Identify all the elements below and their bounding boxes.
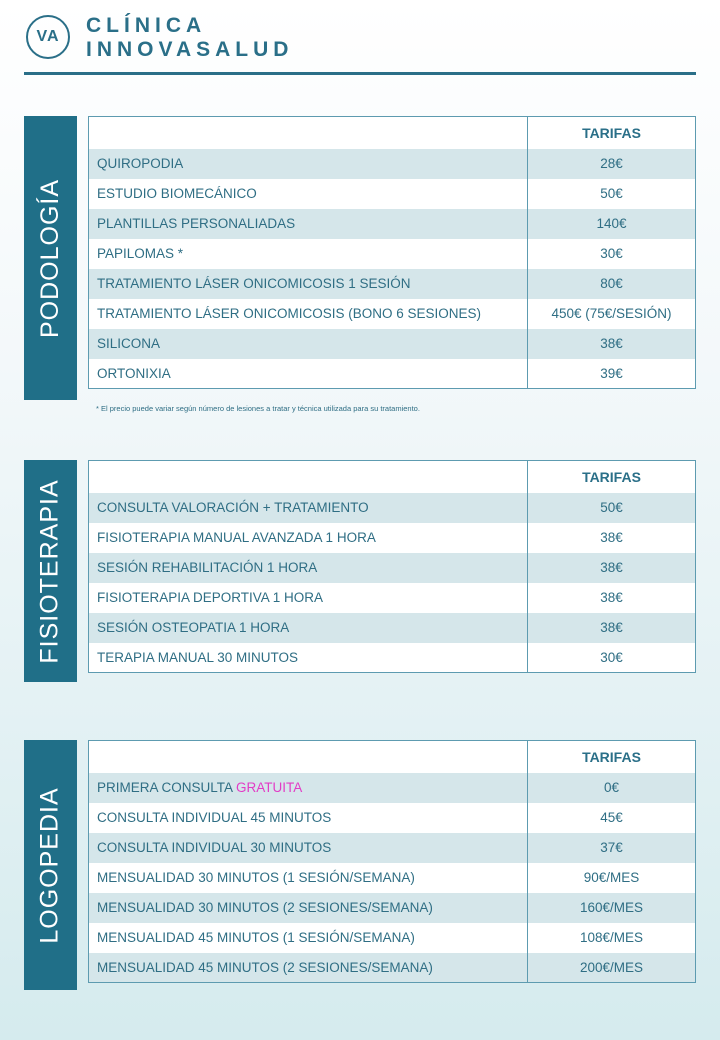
service-header-cell [89, 117, 528, 149]
free-label: GRATUITA [236, 780, 303, 795]
service-name: TERAPIA MANUAL 30 MINUTOS [89, 643, 528, 673]
clinic-logo-icon [26, 15, 70, 59]
table-row [89, 583, 696, 613]
table-row [89, 523, 696, 553]
section-title-tab [24, 116, 77, 400]
service-name: MENSUALIDAD 30 MINUTOS (1 SESIÓN/SEMANA) [89, 863, 528, 893]
table-row [89, 179, 696, 209]
section-logopedia [24, 740, 696, 992]
table-row [89, 269, 696, 299]
service-price: 108€/MES [528, 923, 696, 953]
service-name: PLANTILLAS PERSONALIADAS [89, 209, 528, 239]
service-name: MENSUALIDAD 45 MINUTOS (2 SESIONES/SEMANA) [89, 953, 528, 983]
service-price: 38€ [528, 613, 696, 643]
table-row [89, 553, 696, 583]
service-header-cell [89, 461, 528, 493]
service-price: 37€ [528, 833, 696, 863]
service-price: 39€ [528, 359, 696, 389]
table-row [89, 953, 696, 983]
service-price: 160€/MES [528, 893, 696, 923]
service-name: ESTUDIO BIOMECÁNICO [89, 179, 528, 209]
table-header-row [89, 117, 696, 149]
table-row [89, 209, 696, 239]
service-price: 30€ [528, 239, 696, 269]
service-name: QUIROPODIA [89, 149, 528, 179]
table-row [89, 613, 696, 643]
section-podologia [24, 116, 696, 406]
service-name-text: PRIMERA CONSULTA [97, 780, 237, 795]
service-price: 90€/MES [528, 863, 696, 893]
table-row [89, 299, 696, 329]
table-row [89, 893, 696, 923]
service-name: SILICONA [89, 329, 528, 359]
service-name: SESIÓN REHABILITACIÓN 1 HORA [89, 553, 528, 583]
table-row [89, 803, 696, 833]
service-name [89, 773, 528, 803]
service-price: 80€ [528, 269, 696, 299]
service-header-cell [89, 741, 528, 773]
table-row [89, 773, 696, 803]
section-fisioterapia [24, 460, 696, 684]
service-name: TRATAMIENTO LÁSER ONICOMICOSIS 1 SESIÓN [89, 269, 528, 299]
service-name: CONSULTA VALORACIÓN + TRATAMIENTO [89, 493, 528, 523]
service-name: SESIÓN OSTEOPATIA 1 HORA [89, 613, 528, 643]
service-price: 38€ [528, 329, 696, 359]
service-name: FISIOTERAPIA MANUAL AVANZADA 1 HORA [89, 523, 528, 553]
service-price: 450€ (75€/SESIÓN) [528, 299, 696, 329]
section-title: LOGOPEDIA [36, 786, 65, 944]
service-price: 50€ [528, 179, 696, 209]
service-price: 200€/MES [528, 953, 696, 983]
section-title-tab [24, 740, 77, 990]
service-name: PAPILOMAS * [89, 239, 528, 269]
service-name: MENSUALIDAD 30 MINUTOS (2 SESIONES/SEMANA) [89, 893, 528, 923]
service-price: 28€ [528, 149, 696, 179]
service-name: CONSULTA INDIVIDUAL 45 MINUTOS [89, 803, 528, 833]
service-price: 45€ [528, 803, 696, 833]
price-table-fisioterapia [88, 460, 696, 673]
header [0, 0, 720, 80]
clinic-name-line2: INNOVASALUD [86, 38, 294, 61]
table-row [89, 359, 696, 389]
table-row [89, 833, 696, 863]
price-header: TARIFAS [528, 461, 696, 493]
section-title: FISIOTERAPIA [36, 478, 65, 664]
service-price: 140€ [528, 209, 696, 239]
logo-mark: VA [36, 28, 60, 45]
service-price: 38€ [528, 523, 696, 553]
service-name: ORTONIXIA [89, 359, 528, 389]
service-name: TRATAMIENTO LÁSER ONICOMICOSIS (BONO 6 SESIONES) [89, 299, 528, 329]
service-price: 50€ [528, 493, 696, 523]
service-price: 30€ [528, 643, 696, 673]
price-header: TARIFAS [528, 741, 696, 773]
service-price: 38€ [528, 583, 696, 613]
table-row [89, 923, 696, 953]
table-row [89, 149, 696, 179]
header-divider [24, 72, 696, 75]
service-name: MENSUALIDAD 45 MINUTOS (1 SESIÓN/SEMANA) [89, 923, 528, 953]
table-row [89, 239, 696, 269]
table-header-row [89, 741, 696, 773]
table-header-row [89, 461, 696, 493]
price-table-podologia [88, 116, 696, 389]
footnote: * El precio puede variar según número de lesiones a tratar y técnica utilizada para su tratamiento. [96, 404, 420, 413]
clinic-name [86, 14, 293, 62]
service-price: 38€ [528, 553, 696, 583]
price-table-logopedia [88, 740, 696, 983]
service-name: CONSULTA INDIVIDUAL 30 MINUTOS [89, 833, 528, 863]
price-header: TARIFAS [528, 117, 696, 149]
section-title: PODOLOGÍA [36, 178, 65, 338]
service-name: FISIOTERAPIA DEPORTIVA 1 HORA [89, 583, 528, 613]
clinic-name-line1: CLÍNICA [86, 14, 207, 37]
section-title-tab [24, 460, 77, 682]
table-row [89, 329, 696, 359]
table-row [89, 643, 696, 673]
table-row [89, 863, 696, 893]
table-row [89, 493, 696, 523]
service-price: 0€ [528, 773, 696, 803]
